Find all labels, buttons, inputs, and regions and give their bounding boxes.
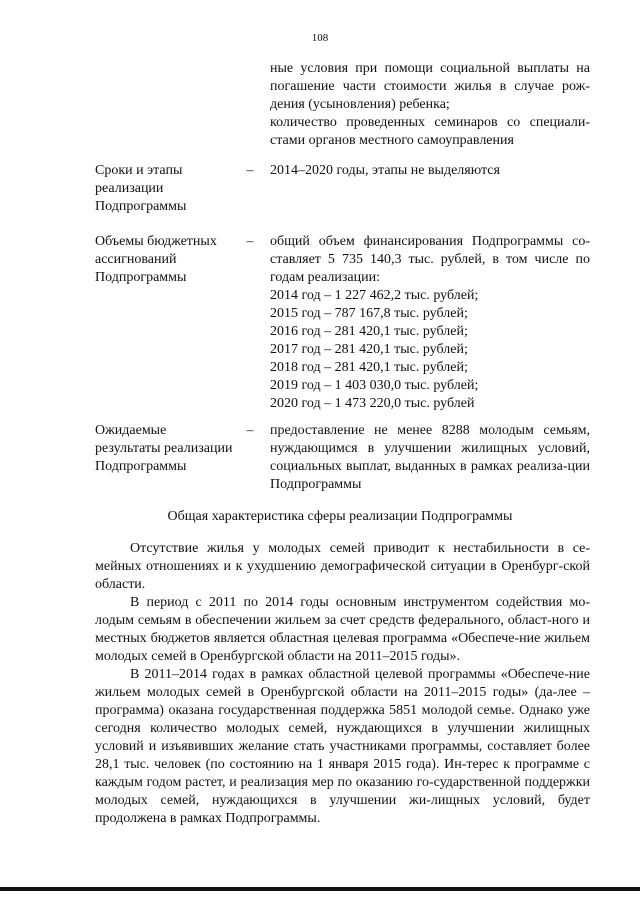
budget-dash: –: [246, 234, 254, 249]
paragraph-1: Отсутствие жилья у молодых семей приводит к нестабильности в се-мейных отношениях и к ухудшению демографической ситуации в Оренбург-ской области.: [95, 541, 590, 592]
body-text: [95, 540, 590, 828]
budget-label: Объемы бюджетных ассигнований Подпрограммы: [95, 234, 217, 285]
section-heading: Общая характеристика сферы реализации Подпрограммы: [167, 509, 513, 524]
terms-value: 2014–2020 годы, этапы не выделяются: [270, 163, 500, 178]
budget-year-2014: 2014 год – 1 227 462,2 тыс. рублей;: [270, 288, 479, 303]
page-number: 108: [311, 32, 329, 44]
budget-year-2019: 2019 год – 1 403 030,0 тыс. рублей;: [270, 378, 479, 393]
continuation-text: [270, 60, 590, 150]
results-dash: –: [246, 423, 254, 438]
terms-label: Сроки и этапы реализации Подпрограммы: [95, 163, 187, 214]
budget-year-2017: 2017 год – 281 420,1 тыс. рублей;: [270, 342, 468, 357]
bottom-rule: [0, 887, 640, 891]
budget-value: [270, 233, 590, 413]
continuation-line-1: ные условия при помощи социальной выплаты на погашение части стоимости жилья в случае рож-дения (усыновления) ребенка;: [270, 61, 590, 112]
budget-year-2015: 2015 год – 787 167,8 тыс. рублей;: [270, 306, 468, 321]
budget-year-2018: 2018 год – 281 420,1 тыс. рублей;: [270, 360, 468, 375]
continuation-line-2: количество проведенных семинаров со специали-стами органов местного самоуправления: [270, 115, 590, 148]
results-label: Ожидаемые результаты реализации Подпрограммы: [95, 423, 233, 474]
budget-intro: общий объем финансирования Подпрограммы со-ставляет 5 735 140,3 тыс. рублей, в том числе по годам реализации:: [270, 234, 590, 285]
budget-year-2020: 2020 год – 1 473 220,0 тыс. рублей: [270, 396, 475, 411]
paragraph-3: В 2011–2014 годах в рамках областной целевой программы «Обеспече-ние жильем молодых семей в Оренбургской области на 2011–2015 годы» (да-лее – программа) оказана государственная поддержка 5851 молодой семье. Однако уже сегодня количество молодых семей, нуждающихся в улучшении жилищных условий и изъявивших желание стать участниками программы, составляет более 28,1 тыс. человек (по состоянию на 1 января 2015 года). Ин-терес к программе с каждым годом растет, и реализация мер по оказанию го-сударственной поддержки молодых семей, нуждающихся в улучшении жи-лищных условий, будет продолжена в рамках Подпрограммы.: [95, 667, 590, 826]
results-value: предоставление не менее 8288 молодым семьям, нуждающимся в улучшении жилищных условий, социальных выплат, выданных в рамках реализа-ции Подпрограммы: [270, 423, 590, 492]
budget-year-2016: 2016 год – 281 420,1 тыс. рублей;: [270, 324, 468, 339]
terms-dash: –: [246, 163, 254, 178]
paragraph-2: В период с 2011 по 2014 годы основным инструментом содействия мо-лодым семьям в обеспечении жильем за счет средств федерального, област-ного и местных бюджетов является областная целевая программа «Обеспече-ние жильем молодых семей в Оренбургской области на 2011–2015 годы».: [95, 595, 590, 664]
